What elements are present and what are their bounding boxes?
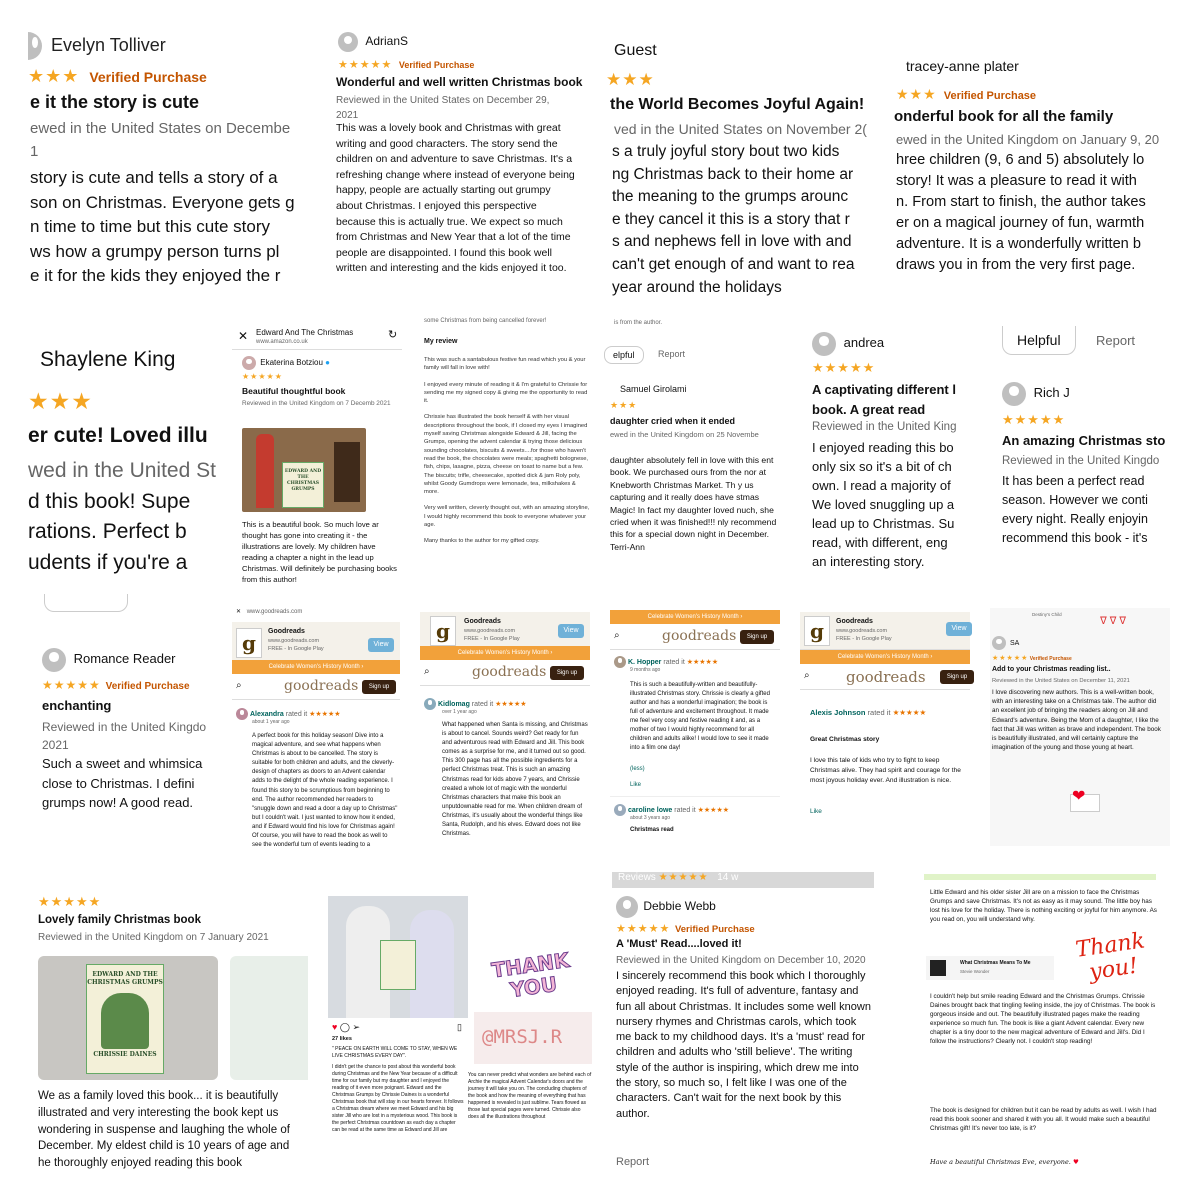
handle-text: @MRSJ.R [482,1026,563,1048]
post-caption-2: You can never predict what wonders are behind each of Archie the magical Advent Calendar's doors and the journey it will take you on. The concluding chapters of the book and how the meaning of everything that has happened is revealed is just sublime. Tears flowed as those last special pages were turned. Chrissie also does all the illustrations throughout [468,1072,592,1120]
star-rating: ★★★ [606,70,655,89]
search-icon[interactable]: ⌕ [424,666,430,677]
review-time: 9 months ago [630,667,661,673]
thank-you-graphic: THANK YOU [490,947,571,1003]
bookmark-icon[interactable]: ▯ [457,1022,462,1032]
close-icon[interactable]: ✕ [238,329,249,343]
search-icon[interactable]: ⌕ [614,630,620,641]
review-lovely-family [36,892,308,1172]
review-body [30,166,295,289]
book-illustration [101,993,149,1049]
like-link[interactable]: Like [630,782,642,788]
rated-text: rated it [867,708,891,717]
view-button[interactable]: View [946,622,972,636]
app-url: www.goodreads.com [268,638,320,644]
review-meta: Reviewed in the United Kingdom on 7 Decemb 2021 [242,400,391,407]
body-line: adventure. It is a wonderfully written b [896,236,1141,252]
star-rating: ★★★★★ [309,710,341,718]
review-meta: Reviewed in the United Kingdom on 7 January 2021 [38,932,269,943]
avatar [992,636,1006,650]
goodreads-alexandra [232,608,400,874]
celebrate-banner[interactable]: Celebrate Women's History Month › [800,650,970,664]
review-body-2: I couldn't help but smile reading Edward and the Christmas Grumps. Chrissie Daines brought back that tingling feeling inside, the joy of Christmas. The book is gorgeous inside and out. The beautifully illustrated pages make the reading experience so much fun. The book is like a giant Advent calendar. Every new chapter is a tiny door to the new magical adventure of Edward and Jill's. Did I follow the instructions? Clearly not. I couldn't stop reading! [930,993,1156,1045]
reviewer-name: Shaylene King [40,348,176,371]
green-highlight-bar [924,874,1156,880]
body-line: year around the holidays [612,278,782,296]
review-photo [38,956,218,1080]
goodreads-alexis [800,612,970,824]
book-author: CHRISSIE DAINES [93,1051,157,1058]
review-meta-2: 1 [30,143,39,160]
review-romance-reader [36,600,212,820]
music-thumbnail [930,960,946,976]
review-cutoff: is from the author. [614,320,663,326]
app-name: Goodreads [268,628,305,635]
review-body [612,141,855,299]
star-rating: ★★★★★ [892,708,927,717]
review-guest [606,40,876,304]
body-line: an interesting story. [812,554,925,569]
goodreads-logo: goodreads [472,664,547,680]
reviewer-name: SA [1009,639,1020,647]
avatar [1002,382,1026,406]
heart-envelope-icon: ❤ [1064,784,1104,814]
app-name: Goodreads [464,618,501,625]
reviews-label: Reviews [618,872,656,883]
body-line: d this book! Supe [28,489,191,513]
signup-button[interactable]: Sign up [740,630,774,644]
rated-text: rated it [674,806,696,814]
review-body: This is such a beautifully-written and beautifully-illustrated Christmas story. Chrissie is clearly a gifted author and has a wonderful imagination; the book is full of adventure and excitement throughout. It made me feel very cosy and festive reading it and, as a mother of two I would highly recommend for all children and adults alike! I would love to see it made into a film one day! [630,682,770,751]
button-remnant [44,594,128,612]
reviews-top-bar [612,872,874,888]
goodreads-logo: goodreads [284,678,359,694]
rated-text: rated it [285,710,308,718]
view-button[interactable]: View [368,638,394,652]
time-label: 14 w [717,872,739,883]
bunting-decoration: ᐁ ᐁ ᐁ [1100,616,1127,627]
goodreads-g-icon: g [236,628,262,658]
body-line: can't get enough of and want to rea [612,255,855,273]
celebrate-banner[interactable]: Celebrate Women's History Month › [232,660,400,674]
banner-text: Celebrate Women's History Month [647,614,739,620]
review-meta: Reviewed in the United States on December 11, 2021 [992,678,1130,684]
reviewer-name: andrea [843,335,885,351]
review-andrea [806,328,972,578]
goodreads-g-icon: g [430,616,456,646]
review-my-review [420,318,590,588]
goodreads-g-icon: g [804,616,830,646]
review-body [28,456,216,578]
rated-text: rated it [471,700,494,708]
body-line: e they cancel it this is a story that r [612,210,850,228]
body-line: n time to time but this cute story [30,217,270,237]
review-title: er cute! Loved illu [28,424,208,447]
star-rating: ★★★ [28,388,93,414]
review-body-3: The book is designed for children but it can be read by adults as well. I wish I had read this book sooner and shared it with you all. It would make such a beautiful Christmas gift! It's never too late, is it? [930,1107,1157,1132]
star-rating: ★★★★★ [495,700,527,708]
avatar [28,32,42,60]
star-rating: ★★★★★ [338,59,393,71]
body-line: season. However we conti [1002,493,1148,507]
reviewer-name: Rich J [1033,385,1070,401]
review-time: about 1 year ago [252,719,290,725]
signup-button[interactable]: Sign up [550,666,584,680]
review-body [812,438,954,571]
review-body [424,356,590,546]
body-line: e it for the kids they enjoyed the r [30,266,281,286]
reviewer-name[interactable]: Alexis Johnson [810,708,866,717]
likes-count: 27 likes [332,1036,352,1042]
review-time: over 1 year ago [442,709,477,715]
book-cover [86,964,164,1074]
avatar [424,698,436,710]
reviewer-name: tracey-anne plater [906,58,1019,74]
verified-badge: Verified Purchase [398,60,475,70]
verified-badge: Verified Purchase [674,924,755,935]
heart-icon[interactable]: ♥ [332,1022,338,1032]
review-body: I sincerely recommend this book which I thoroughly enjoyed reading. It's full of adventure, fantasy and fun all about Christmas. It includes some well known nursery rhymes and Christmas carols, which took me back to my childhood days. It's a 'must' read for children and adults who 'still believe'. The writing style of the author is inspiring, which drew me into the story, so much so, I felt like I was one of the characters. Can't wait for the next book by this author. [616,970,871,1120]
review-ekaterina [232,324,402,590]
body-line: It has been a perfect read [1002,474,1145,488]
body-line: I enjoyed reading this bo [812,440,954,455]
body-line: recommend this book - it's [1002,531,1148,545]
review-heading: My review [424,338,458,345]
review-title: Great Christmas story [810,736,880,743]
body-line: read, with different, eng [812,535,948,550]
review-title: A captivating different l book. A great read [812,382,956,417]
send-icon[interactable]: ➢ [352,1022,360,1032]
body-line: only six so it's a bit of ch [812,459,952,474]
body-line: n. From start to finish, the author takes [896,194,1146,210]
star-rating: ★★★ [896,86,937,102]
body-line: lead up to Christmas. Su [812,516,955,531]
star-rating: ★★★ [610,400,638,410]
avatar [614,804,626,816]
signup-button[interactable]: Sign up [940,670,974,684]
app-free: FREE - In Google Play [836,636,892,642]
reviewer-name: Guest [614,42,657,59]
review-debbie [612,872,874,1172]
body-line: er on a magical journey of fun, warmth [896,215,1145,231]
goodreads-logo: goodreads [846,668,926,686]
verified-badge: Verified Purchase [1029,656,1072,662]
page-title: Edward And The Christmas [256,328,354,337]
review-tracey [894,56,1170,286]
post-photo [328,896,468,1018]
review-body: What happened when Santa is missing, and Christmas is about to cancel. Sounds weird? Get ready for fun and adventurous read with Edward and Jill. This book comes as a surprise for me, and it turned out so good. This 300 page has all the possible ingredients for a perfect Christmas treat. This is such an amazing Christmas read for kids above 7 years, and Chrissie created a whole lot of magic with the wonderful Christmas characters that make this book an unputdownable read for me. When children dream of Christmas, it's usually about the wonderful things like Santa, Rudolph, and his elves. Edward does not like Christmas. [442,722,588,838]
review-meta: Reviewed in the United Kingdo [42,720,207,734]
review-title: Add to your Christmas reading list.. [992,666,1111,673]
avatar [338,32,358,52]
search-icon[interactable]: ⌕ [236,680,242,691]
review-adrians [332,28,588,304]
review-title: A 'Must' Read....loved it! [616,938,742,950]
celebrate-banner[interactable]: Celebrate Women's History Month › [610,610,780,624]
blog-review-thank-you [896,872,1170,1172]
star-rating: ★★★★★ [697,806,730,814]
body-paragraph: I enjoyed every minute of reading it & I'm grateful to Chrissie for sending me my signed copy & giving me the opportunity to read it. [424,381,588,405]
caption-quote: " PEACE ON EARTH WILL COME TO STAY, WHEN WE LIVE CHRISTMAS EVERY DAY". [332,1046,458,1059]
body-paragraph: Chrissie has illustrated the book herself & with her visual descriptions throughout the book, if I closed my eyes I imagined myself saving Christmas alongside Edward & Jill, facing the Grumps, opening the advent calendar & trying those delicious sounding chocolates, biscuits & sweets....for those who haven't read the book, the chocolates were meals; spaghetti bolognese, fish, chips, lasagne, pizza, cheese on toast to name but a few. The biscuits; trifle, cheesecake, spotted dick & jam Roly poly, whilst Goody Gumdrops were lemonade, tea, milkshakes & more. [424,414,589,496]
review-title: e it the story is cute [30,92,200,112]
review-body-1: Little Edward and his older sister Jill are on a mission to face the Christmas Grumps and save Christmas. It's not as easy as it may sound. The little boy has lost his love for the holiday. There is nothing exciting or joyful for him anymore. As you read on, you will understand why. [930,889,1157,923]
body-line: ws how a grumpy person turns pl [30,241,280,261]
body-line: story is cute and tells a story of a [30,168,278,187]
divider [610,796,780,797]
nutcracker-figure [256,434,274,508]
body-line: close to Christmas. I defini [42,775,195,791]
child-figure [410,910,454,1018]
review-title: enchanting [42,698,112,713]
avatar [812,332,836,356]
banner-text: Celebrate Women's History Month [837,654,929,660]
body-paragraph: Many thanks to the author for my gifted copy. [424,538,540,545]
body-paragraph: Very well written, cleverly thought out, with an amazing storyline, I would highly recommend this book to everyone whatever your age. [424,505,590,529]
review-title: the World Becomes Joyful Again! [610,96,865,113]
review-body: A perfect book for this holiday season! Dive into a magical adventure, and see what happens when Christmas is about to be cancelled. The story is suitable for both children and adults, and the cleverly-design of chapters as doors to an Advent calendar adds to the delight of the whole reading experience. I found this story to be scrumptious from beginning to end. The author recommended her readers to "snuggle down and read a door a day up to Christmas" but I couldn't wait. I just wanted to know how it ended, and if Edward would find his love for Christmas again! Of course, you will have to read the book as well to see the wonderful turn of events leading to a [252,733,398,849]
celebrate-banner[interactable]: Celebrate Women's History Month › [420,646,590,660]
review-meta: ved in the United States on November 2( [614,121,867,137]
avatar [42,648,66,672]
body-paragraph: This was such a santabulous festive fun read which you & your family will fall in love with! [424,357,586,372]
body-line: every night. Really enjoyin [1002,512,1148,526]
review-body [896,150,1146,276]
star-rating: ★★★★★ [38,894,102,909]
sign-off-text: Have a beautiful Christmas Eve, everyone. [930,1158,1071,1166]
book-cover: EDWARD AND THE CHRISTMAS GRUMPS [282,462,324,508]
review-meta: Reviewed in the United States on December 29, 2021 [336,95,550,121]
review-body [42,754,202,813]
review-body: I love this tale of kids who try to fight to keep Christmas alive. They had spirit and courage for the most joyous holiday ever. And illustration is nice. [810,757,961,784]
app-url: www.goodreads.com [836,628,888,634]
post-title: What Christmas Means To Me [960,960,1031,966]
body-line: own. I read a majority of [812,478,951,493]
heart-icon: ♥ [1072,1158,1079,1166]
review-title: Beautiful thoughtful book [242,386,346,396]
sign-off [930,1158,1079,1166]
report-link[interactable]: Report [1096,333,1136,348]
reviewer-name[interactable]: K. Hopper [627,658,662,666]
review-meta: ewed in the United Kingdom on 25 Novembe [610,430,759,439]
body-line: the meaning to the grumps arounc [612,188,849,206]
review-title: Christmas read [630,827,674,833]
book-title: EDWARD AND THE CHRISTMAS GRUMPS [87,971,163,986]
review-shaylene [28,330,216,580]
body-line: son on Christmas. Everyone gets g [30,192,295,212]
banner-text: Celebrate Women's History Month [457,650,549,656]
avatar [616,896,638,918]
close-icon[interactable]: ✕ [236,609,242,615]
body-line: rations. Perfect b [28,520,187,543]
review-richj [996,326,1170,556]
goodreads-kidlomag [420,612,590,874]
star-rating: ★★★★★ [686,658,719,666]
top-caption: Destiny's Child [1032,612,1062,617]
goodreads-khopper [610,610,780,840]
review-meta: ewed in the United States on Decembe [30,120,291,137]
caption-text: I didn't get the chance to post about this wonderful book during Christmas and the New Year because of a difficult time for our family but my daughter and I enjoyed the reading of it even more poignant. Edward and the Christmas Grumps by Chrissie Daines is a wonderful Christmas book that will stay in our hearts forever. It follows a Christmas dream where we meet Edward and his big sister Jill who are lost in a mysterious wood. This book is the perfect Christmas countdown as each day a chapter can be read at the same time as Edward and Jill are [332,1064,464,1133]
review-body: This is a beautiful book. So much love ar thought has gone into creating it - the illustrations are lovely. My children have reading a chapter a night in the lead up Christmas. Will definitely be purchasing books from this author! [242,520,397,584]
reviewer-name: Debbie Webb [643,899,716,914]
verified-badge: Verified Purchase [105,681,190,692]
rated-text: rated it [663,658,685,666]
reviewer-name: Samuel Girolami [620,384,687,394]
review-title: onderful book for all the family [894,108,1114,125]
body-line: Such a sweet and whimsica [42,756,203,771]
body-line: s a truly joyful story bout two kids [612,143,840,160]
body-line: We loved snuggling up a [812,497,955,512]
helpful-button[interactable]: Helpful [1002,326,1076,355]
less-link[interactable]: (less) [630,766,645,772]
book-cover [380,940,416,990]
app-free: FREE - In Google Play [268,646,324,652]
body-line: ng Christmas back to their home ar [612,165,854,183]
report-link[interactable]: Report [616,1156,650,1168]
reviewer-name: Evelyn Tolliver [51,34,166,55]
star-rating: ★★★ [28,66,80,86]
review-meta: Reviewed in the United Kingdo [1002,455,1160,467]
music-post-card [926,956,1054,980]
signup-button[interactable]: Sign up [362,680,396,694]
star-rating: ★★★★★ [42,678,101,692]
review-photo [242,428,366,512]
verified-badge: Verified Purchase [943,90,1037,102]
review-title: Lovely family Christmas book [38,914,201,926]
review-photo-2 [230,956,308,1080]
star-rating: ★★★★★ [616,923,671,935]
body-line: grumps now! A good read. [42,795,194,810]
reviewer-name[interactable]: Kidlomag [437,700,470,708]
star-rating: ★★★★★ [992,655,1029,662]
review-meta-2: 2021 [42,738,69,752]
banner-text: Celebrate Women's History Month [268,664,360,670]
search-icon[interactable]: ⌕ [804,670,810,681]
post-caption [332,1046,464,1134]
review-title: An amazing Christmas sto [1002,433,1166,448]
body-line: wed in the United St [28,459,216,482]
url-text: www.amazon.co.uk [256,339,308,345]
reviewer-name: Romance Reader [73,651,176,667]
review-body: This was a lovely book and Christmas with great writing and good characters. The story send the children on and adventure to save Christmas. It's a refreshing change where instead of everyone being happy, people are actually starting out grumpy about Christmas. I enjoyed this perspective because this is actually true. We expect so much from Christmas and New Year that a lot of the time people are disappointed. I found this book well written and interesting and the kids enjoyed it too. [336,122,575,275]
decoration [334,442,360,502]
review-cutoff: some Christmas from being cancelled forever! [424,318,547,324]
star-rating: ★★★★★ [242,372,283,381]
review-evelyn [28,26,310,306]
app-free: FREE - In Google Play [464,636,520,642]
review-body: We as a family loved this book... it is beautifully illustrated and very interesting the book kept us wondering in suspense and laughing the whole of December. My eldest child is 10 years of age and he thoroughly enjoyed reading this book [38,1090,290,1170]
body-line: udents if you're a [28,550,188,574]
reviewer-name[interactable]: Alexandra [249,710,284,718]
app-name: Goodreads [836,618,873,625]
review-body: I love discovering new authors. This is a well-written book, with an interesting take on a Christmas tale. The author did an excellent job of bringing the readers along on Jill and Edward's adventure. Being the Mom of a daughter, I like the fact that Jill was written as brave and independent. The book is beautifully illustrated, and will certainly capture the imagination of the young and those young at heart. [992,689,1161,752]
review-meta: ewed in the United Kingdom on January 9, 20 [896,132,1160,147]
reviewer-name[interactable]: caroline lowe [627,806,673,814]
body-line: story! It was a pleasure to read it with [896,173,1137,189]
reviewer-name: Ekaterina Botziou [260,358,323,368]
report-link[interactable]: Report [658,349,686,359]
review-title: Wonderful and well written Christmas book [336,75,583,89]
goodreads-logo: goodreads [662,628,737,644]
review-body [1002,472,1148,548]
review-time: about 3 years ago [630,815,671,821]
review-sa [990,608,1170,846]
review-samuel [610,320,780,568]
app-url: www.goodreads.com [464,628,516,634]
avatar [236,708,248,720]
thank-you-script: Thank you! [1074,928,1147,986]
url-text: www.goodreads.com [246,609,303,615]
avatar [614,656,626,668]
review-meta: Reviewed in the United Kingdom on December 10, 2020 [616,955,866,966]
body-line: s and nephews fell in love with and [612,233,852,251]
instagram-post-mrsjr [328,896,592,1172]
avatar [242,356,256,370]
verified-icon: ● [325,358,331,368]
reviewer-name: AdrianS [365,34,409,49]
view-button[interactable]: View [558,624,584,638]
review-title: daughter cried when it ended [610,416,736,426]
review-body: daughter absolutely fell in love with this ent book. We purchased ours from the nor at Knebworth Christmas Market. Th y us capturing and it really does have stmas Magic! In fact my daughter loved nuch, she cried when it was finished!!! nly recommend this for a special down night in December. Terri-Ann [610,455,777,552]
star-rating: ★★★★★ [1002,412,1066,427]
review-meta: Reviewed in the United King [812,421,957,433]
goodreads-app-banner [420,612,590,650]
share-icon[interactable]: ↻ [388,329,398,341]
goodreads-app-banner [800,612,970,650]
comment-icon[interactable]: ◯ [339,1022,350,1032]
like-link[interactable]: Like [810,808,822,815]
star-rating: ★★★★★ [812,360,876,375]
body-line: draws you in from the very first page. [896,257,1136,273]
post-author: Stevie Wonder [960,969,990,974]
verified-badge: Verified Purchase [89,69,207,85]
helpful-button[interactable]: elpful [604,346,644,364]
star-rating: ★★★★★ [658,872,709,883]
body-line: hree children (9, 6 and 5) absolutely lo [896,152,1145,168]
